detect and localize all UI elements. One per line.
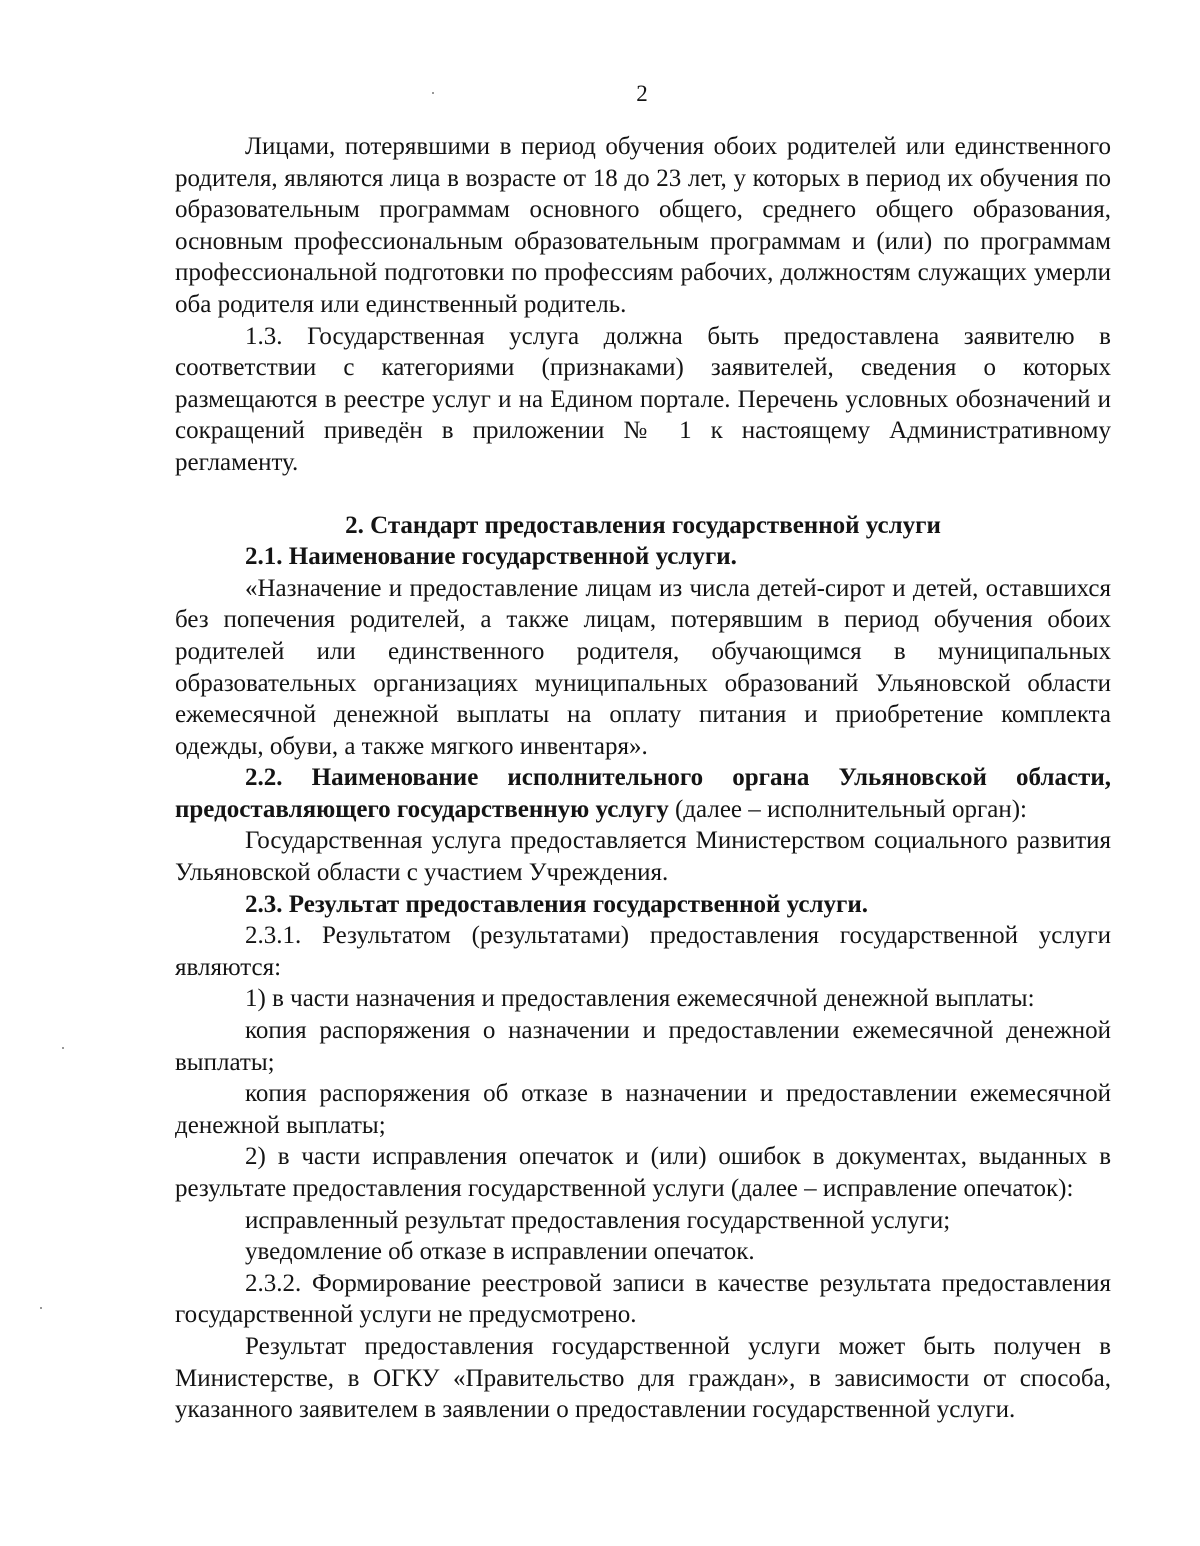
paragraph-corrected-result: исправленный результат предоставления государственной услуги; [245, 1206, 951, 1234]
document-body [175, 131, 1111, 1426]
heading-2-2: 2.2. Наименование исполнительного органа Ульяновской области, предоставляющего государственную услугу [175, 764, 1111, 823]
heading-2-2-tail: (далее – исполнительный орган): [668, 795, 1027, 823]
scan-speck [62, 1047, 64, 1049]
paragraph-copy-refusal-order: копия распоряжения об отказе в назначении и предоставлении ежемесячной денежной выплаты; [175, 1080, 1111, 1139]
section-title-2: 2. Стандарт предоставления государственной услуги [345, 511, 941, 539]
scan-speck [40, 1307, 42, 1309]
page-number: 2 [636, 81, 648, 106]
heading-2-3: 2.3. Результат предоставления государственной услуги. [245, 890, 868, 918]
paragraph-refusal-notice: уведомление об отказе в исправлении опечаток. [245, 1238, 755, 1266]
paragraph-2-2-text: Государственная услуга предоставляется Министерством социального развития Ульяновской области с участием Учреждения. [175, 827, 1111, 887]
paragraph-result-receipt: Результат предоставления государственной услуги может быть получен в Министерстве, в ОГКУ «Правительство для граждан», в зависимости от способа, указанного заявителем в заявлении о предоставлении государственной услуги. [175, 1332, 1111, 1424]
paragraph-2-3-2: 2.3.2. Формирование реестровой записи в качестве результата предоставления государственной услуги не предусмотрено. [175, 1269, 1111, 1329]
paragraph-2-1-service-name: «Назначение и предоставление лицам из числа детей-сирот и детей, оставшихся без попечения родителей, а также лицам, потерявшим в период обучения обоих родителей или единственного родителя, обучающимся в муниципальных образовательных организациях муниципальных образований Ульяновской области ежемесячной денежной выплаты на оплату питания и приобретение комплекта одежды, обуви, а также мягкого инвентаря». [175, 574, 1111, 760]
paragraph-2-3-1-item-2: 2) в части исправления опечаток и (или) ошибок в документах, выданных в результате предоставления государственной услуги (далее – исправление опечаток): [175, 1143, 1111, 1202]
paragraph-orphan-definition: Лицами, потерявшими в период обучения обоих родителей или единственного родителя, являются лица в возрасте от 18 до 23 лет, у которых в период их обучения по образовательным программам основного общего, среднего общего образования, основным профессиональным образовательным программам и (или) по программам профессиональной подготовки по профессиям рабочих, должностям служащих умерли оба родителя или единственный родитель. [175, 133, 1111, 318]
paragraph-2-2-heading [175, 762, 1111, 825]
paragraph-1-3: 1.3. Государственная услуга должна быть предоставлена заявителю в соответствии с категориями (признаками) заявителей, сведения о которых размещаются в реестре услуг и на Едином портале. Перечень условных обозначений и сокращений приведён в приложении № 1 к настоящему Административному регламенту. [175, 322, 1111, 476]
section-gap [175, 479, 1111, 510]
paragraph-copy-assignment-order: копия распоряжения о назначении и предоставлении ежемесячной денежной выплаты; [175, 1017, 1111, 1076]
scan-speck [432, 92, 434, 94]
paragraph-2-3-1: 2.3.1. Результатом (результатами) предоставления государственной услуги являются: [175, 922, 1111, 981]
paragraph-2-3-1-item-1: 1) в части назначения и предоставления ежемесячной денежной выплаты: [245, 985, 1035, 1013]
heading-2-1: 2.1. Наименование государственной услуги. [245, 543, 737, 571]
